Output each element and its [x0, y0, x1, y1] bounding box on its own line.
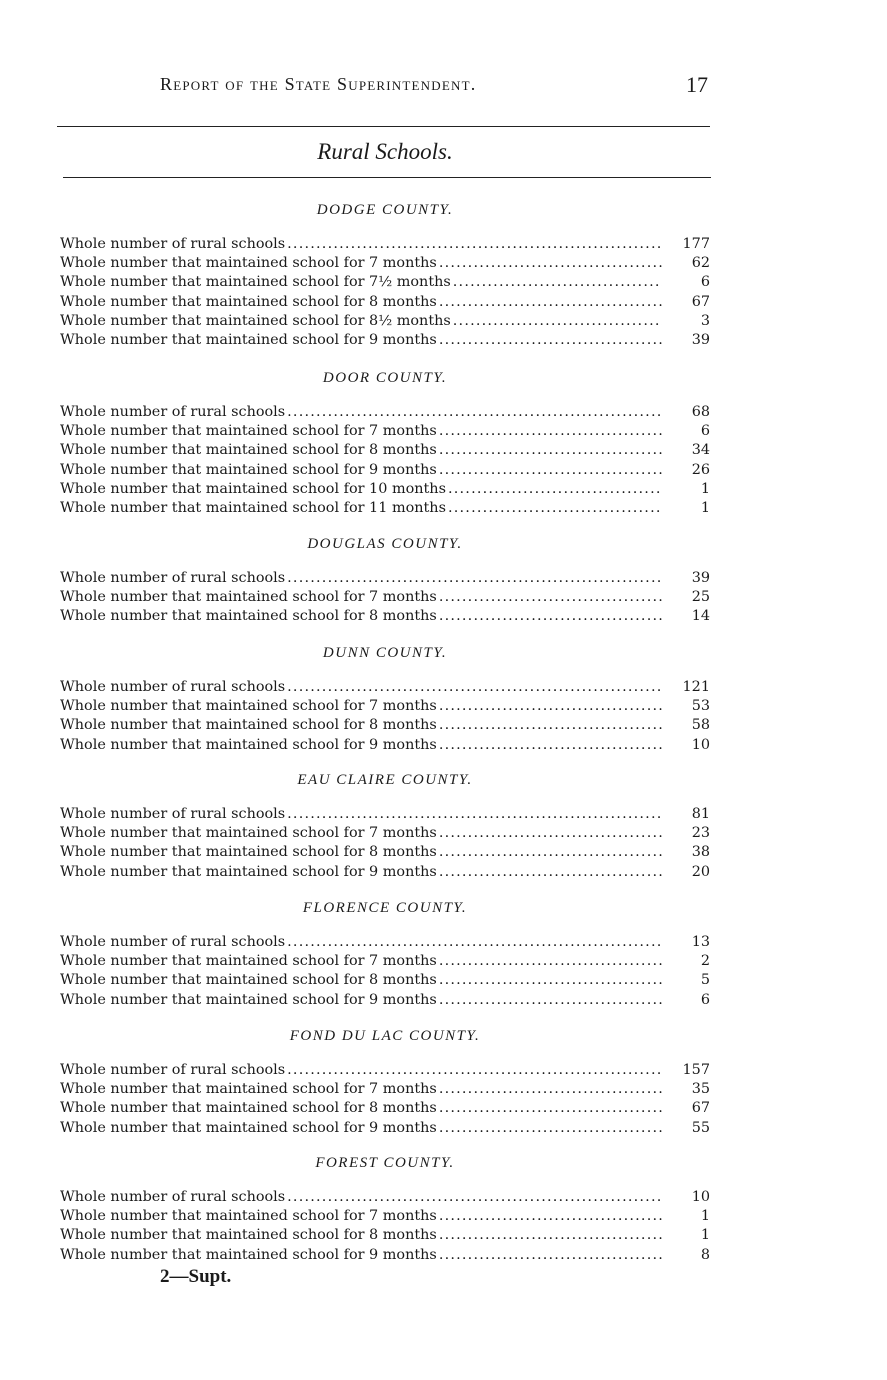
row-value: 1: [700, 499, 710, 516]
dot-leader: [439, 293, 662, 312]
row-label: Whole number that maintained school for 9 months: [60, 1246, 437, 1263]
table-row: [60, 1080, 710, 1099]
dot-leader: [287, 933, 662, 952]
row-value: 10: [691, 736, 710, 753]
row-value: 55: [691, 1119, 710, 1136]
row-value: 35: [691, 1081, 710, 1098]
row-value: 67: [691, 293, 710, 310]
signature-mark: 2—Supt.: [160, 1266, 232, 1287]
county-block: [60, 898, 710, 1010]
row-label: Whole number that maintained school for 7 months: [60, 953, 437, 970]
dot-leader: [439, 422, 662, 441]
row-label: Whole number that maintained school for 9 months: [60, 331, 437, 348]
county-rows: [60, 403, 710, 518]
dot-leader: [439, 991, 662, 1010]
row-label: Whole number that maintained school for 7½ months: [60, 274, 451, 291]
county-rows: [60, 1188, 710, 1265]
row-value: 5: [700, 972, 710, 989]
row-label: Whole number that maintained school for 7 months: [60, 1081, 437, 1098]
table-row: [60, 952, 710, 971]
row-label: Whole number that maintained school for 7 months: [60, 255, 437, 272]
table-row: [60, 697, 710, 716]
row-value: 39: [691, 570, 710, 586]
dot-leader: [439, 736, 662, 755]
table-row: [60, 312, 710, 331]
table-row: [60, 293, 710, 312]
table-row: [60, 1099, 710, 1118]
dot-leader: [439, 1246, 662, 1265]
county-block: [60, 200, 710, 350]
row-value: 23: [691, 825, 710, 842]
row-value: 67: [691, 1100, 710, 1117]
table-row: [60, 569, 710, 588]
row-value: 81: [691, 806, 710, 822]
county-name: DOOR COUNTY.: [322, 370, 448, 386]
dot-leader: [439, 441, 662, 460]
row-label: Whole number of rural schools: [60, 806, 286, 822]
row-value: 38: [691, 844, 710, 861]
county-name: EAU CLAIRE COUNTY.: [297, 772, 473, 788]
row-value: 157: [682, 1062, 710, 1078]
dot-leader: [439, 697, 662, 716]
table-row: [60, 1207, 710, 1226]
table-row: [60, 716, 710, 735]
dot-leader: [287, 403, 662, 422]
row-value: 2: [700, 953, 710, 970]
row-label: Whole number that maintained school for 10 months: [60, 480, 446, 497]
row-label: Whole number that maintained school for 8 months: [60, 1100, 437, 1117]
county-name: DODGE COUNTY.: [316, 202, 454, 218]
table-row: [60, 1226, 710, 1245]
county-rows: [60, 235, 710, 350]
dot-leader: [439, 971, 662, 990]
county-name: DUNN COUNTY.: [322, 645, 448, 661]
row-value: 6: [700, 423, 710, 440]
table-row: [60, 1061, 710, 1080]
row-value: 1: [700, 480, 710, 497]
row-label: Whole number that maintained school for 8 months: [60, 844, 437, 861]
row-label: Whole number of rural schools: [60, 236, 286, 252]
table-row: [60, 1119, 710, 1138]
county-name: FOND DU LAC COUNTY.: [289, 1028, 481, 1044]
row-label: Whole number of rural schools: [60, 934, 286, 950]
dot-leader: [448, 499, 662, 518]
page-number: 17: [686, 72, 708, 97]
row-value: 177: [682, 236, 710, 252]
row-value: 53: [691, 698, 710, 715]
table-row: [60, 499, 710, 518]
table-row: [60, 273, 710, 292]
dot-leader: [439, 1119, 662, 1138]
row-value: 13: [691, 934, 710, 950]
table-row: [60, 1246, 710, 1265]
dot-leader: [287, 569, 662, 588]
row-label: Whole number that maintained school for 9 months: [60, 1119, 437, 1136]
row-label: Whole number of rural schools: [60, 404, 286, 420]
dot-leader: [439, 588, 662, 607]
row-value: 25: [691, 589, 710, 606]
row-value: 3: [700, 312, 710, 329]
table-row: [60, 254, 710, 273]
running-title: Report of the State Superintendent.: [160, 74, 477, 94]
county-block: [60, 534, 710, 627]
dot-leader: [287, 678, 662, 697]
row-label: Whole number that maintained school for 9 months: [60, 991, 437, 1008]
dot-leader: [287, 235, 662, 254]
row-value: 34: [691, 442, 710, 459]
dot-leader: [287, 805, 662, 824]
row-label: Whole number that maintained school for 8 months: [60, 717, 437, 734]
row-label: Whole number that maintained school for 8 months: [60, 293, 437, 310]
row-value: 6: [700, 274, 710, 291]
county-rows: [60, 933, 710, 1010]
table-row: [60, 461, 710, 480]
dot-leader: [439, 952, 662, 971]
table-row: [60, 403, 710, 422]
section-title: Rural Schools.: [317, 139, 453, 164]
county-block: [60, 1026, 710, 1138]
table-row: [60, 441, 710, 460]
dot-leader: [439, 1207, 662, 1226]
row-value: 26: [691, 461, 710, 478]
row-label: Whole number that maintained school for 9 months: [60, 736, 437, 753]
county-name: DOUGLAS COUNTY.: [307, 536, 463, 552]
dot-leader: [439, 254, 662, 273]
table-row: [60, 863, 710, 882]
row-label: Whole number of rural schools: [60, 1189, 286, 1205]
table-row: [60, 824, 710, 843]
row-value: 58: [691, 717, 710, 734]
row-value: 121: [682, 679, 710, 695]
county-block: [60, 643, 710, 755]
row-value: 6: [700, 991, 710, 1008]
dot-leader: [439, 1226, 662, 1245]
table-row: [60, 991, 710, 1010]
row-label: Whole number that maintained school for 9 months: [60, 461, 437, 478]
row-label: Whole number of rural schools: [60, 1062, 286, 1078]
row-label: Whole number that maintained school for 8 months: [60, 442, 437, 459]
row-label: Whole number that maintained school for 7 months: [60, 423, 437, 440]
dot-leader: [287, 1188, 662, 1207]
dot-leader: [439, 863, 662, 882]
row-value: 39: [691, 331, 710, 348]
dot-leader: [439, 843, 662, 862]
row-label: Whole number of rural schools: [60, 570, 286, 586]
county-block: [60, 368, 710, 518]
dot-leader: [453, 273, 662, 292]
row-value: 10: [691, 1189, 710, 1205]
row-label: Whole number that maintained school for 11 months: [60, 499, 446, 516]
table-row: [60, 678, 710, 697]
table-row: [60, 1188, 710, 1207]
dot-leader: [439, 1080, 662, 1099]
dot-leader: [439, 1099, 662, 1118]
row-value: 62: [691, 255, 710, 272]
county-rows: [60, 805, 710, 882]
table-row: [60, 971, 710, 990]
top-rule: [57, 126, 710, 127]
county-block: [60, 770, 710, 882]
row-value: 1: [700, 1208, 710, 1225]
row-label: Whole number that maintained school for 9 months: [60, 863, 437, 880]
dot-leader: [287, 1061, 662, 1080]
row-value: 1: [700, 1227, 710, 1244]
row-label: Whole number that maintained school for 7 months: [60, 825, 437, 842]
row-label: Whole number that maintained school for 7 months: [60, 1208, 437, 1225]
table-row: [60, 736, 710, 755]
table-row: [60, 331, 710, 350]
table-row: [60, 805, 710, 824]
row-value: 68: [691, 404, 710, 420]
dot-leader: [439, 824, 662, 843]
dot-leader: [439, 461, 662, 480]
row-label: Whole number that maintained school for 8 months: [60, 972, 437, 989]
row-label: Whole number that maintained school for 8 months: [60, 608, 437, 625]
row-value: 8: [700, 1246, 710, 1263]
dot-leader: [439, 607, 662, 626]
table-row: [60, 588, 710, 607]
dot-leader: [448, 480, 662, 499]
row-label: Whole number that maintained school for 8 months: [60, 1227, 437, 1244]
row-value: 20: [691, 863, 710, 880]
county-name: FOREST COUNTY.: [315, 1155, 455, 1171]
row-label: Whole number of rural schools: [60, 679, 286, 695]
table-row: [60, 933, 710, 952]
bottom-rule: [63, 177, 711, 178]
dot-leader: [439, 716, 662, 735]
county-rows: [60, 678, 710, 755]
row-value: 14: [691, 608, 710, 625]
table-row: [60, 235, 710, 254]
row-label: Whole number that maintained school for 8½ months: [60, 312, 451, 329]
row-label: Whole number that maintained school for 7 months: [60, 698, 437, 715]
running-header: [60, 74, 710, 100]
table-row: [60, 422, 710, 441]
county-rows: [60, 569, 710, 627]
table-row: [60, 607, 710, 626]
county-rows: [60, 1061, 710, 1138]
county-name: FLORENCE COUNTY.: [302, 900, 468, 916]
row-label: Whole number that maintained school for 7 months: [60, 589, 437, 606]
county-block: [60, 1153, 710, 1265]
table-row: [60, 843, 710, 862]
dot-leader: [439, 331, 662, 350]
table-row: [60, 480, 710, 499]
dot-leader: [453, 312, 662, 331]
